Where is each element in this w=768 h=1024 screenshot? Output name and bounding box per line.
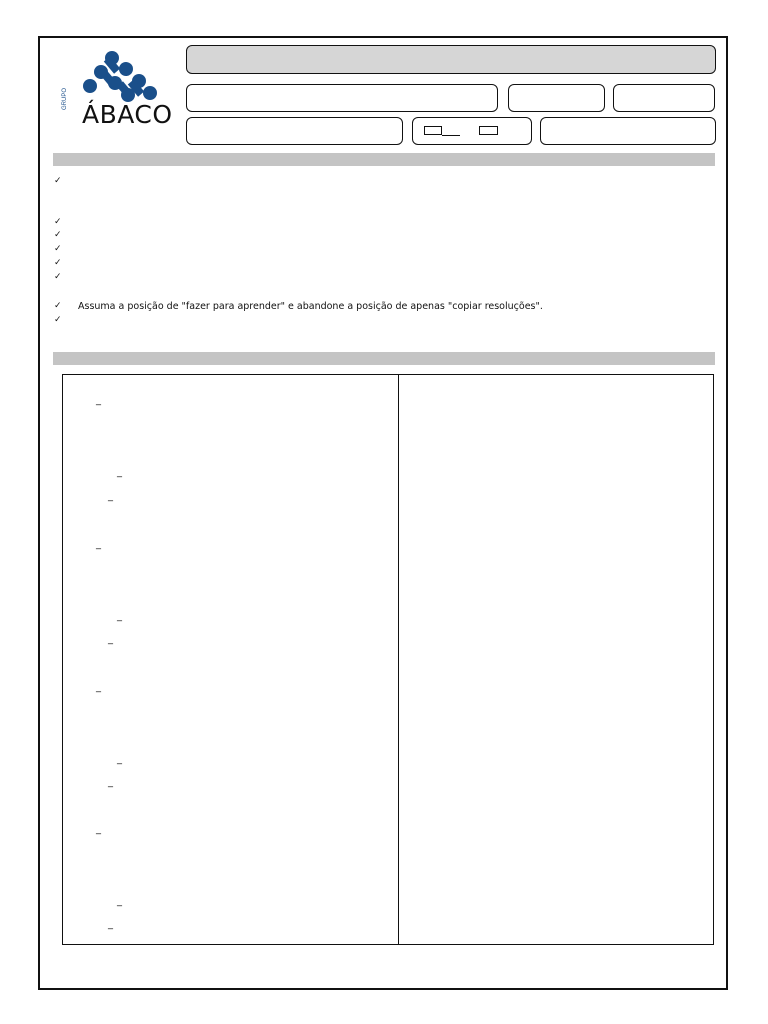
question-blank[interactable]: _ xyxy=(96,539,101,550)
question-blank[interactable]: _ xyxy=(96,682,101,693)
answer-grid xyxy=(62,374,714,945)
check-icon: ✓ xyxy=(54,315,62,325)
logo-wordmark: ÁBACO xyxy=(82,100,173,129)
grade-field[interactable] xyxy=(540,117,716,145)
check-icon: ✓ xyxy=(54,230,62,240)
check-icon: ✓ xyxy=(54,301,62,311)
logo-side-text: GRUPO xyxy=(62,87,68,110)
answer-blank[interactable]: _ xyxy=(117,467,122,478)
instructions-header-bar xyxy=(53,153,715,166)
answer-blank[interactable]: _ xyxy=(117,611,122,622)
date-checkbox-2[interactable] xyxy=(479,126,498,135)
questions-header-bar xyxy=(53,352,715,365)
check-icon: ✓ xyxy=(54,217,62,227)
date-checkbox-1[interactable] xyxy=(424,126,442,135)
instruction-item: Assuma a posição de "fazer para aprender" e abandone a posição de apenas "copiar resoluções". xyxy=(78,301,543,312)
answer-blank[interactable]: _ xyxy=(117,896,122,907)
answer-blank[interactable]: _ xyxy=(108,491,113,502)
info-field-1[interactable] xyxy=(508,84,605,112)
answer-blank[interactable]: _ xyxy=(108,634,113,645)
check-icon: ✓ xyxy=(54,176,62,186)
question-blank[interactable]: _ xyxy=(96,824,101,835)
title-box xyxy=(186,45,716,74)
question-blank[interactable]: _ xyxy=(96,395,101,406)
check-icon: ✓ xyxy=(54,272,62,282)
name-field[interactable] xyxy=(186,84,498,112)
check-icon: ✓ xyxy=(54,244,62,254)
info-field-2[interactable] xyxy=(613,84,715,112)
answer-blank[interactable]: _ xyxy=(108,777,113,788)
answer-blank[interactable]: _ xyxy=(117,754,122,765)
answer-blank[interactable]: _ xyxy=(108,919,113,930)
date-underline xyxy=(442,135,460,136)
class-field[interactable] xyxy=(186,117,403,145)
answer-grid-divider xyxy=(398,374,399,945)
check-icon: ✓ xyxy=(54,258,62,268)
